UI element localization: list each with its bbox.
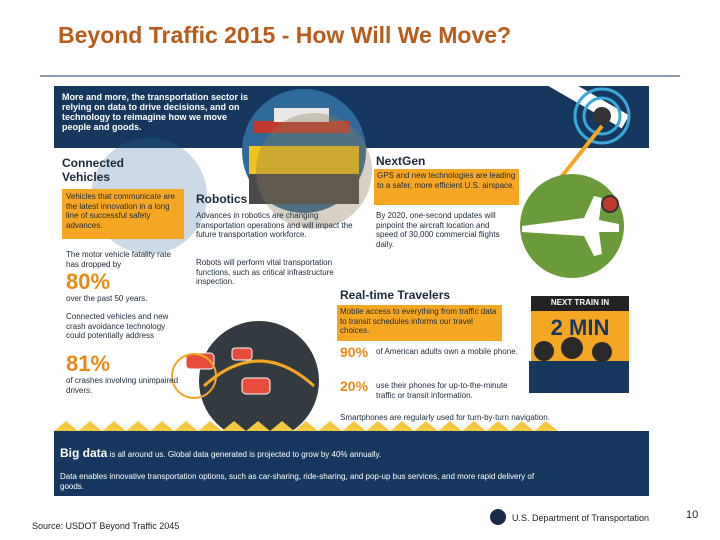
traffic-info-text: use their phones for up-to-the-minute traffic or transit information.	[376, 381, 508, 400]
big-data-text: is all around us. Global data generated is projected to grow by 40% annually.	[109, 450, 382, 459]
satellite-icon	[544, 86, 630, 143]
crash-stat: 81%	[66, 351, 111, 376]
big-data-section	[60, 448, 530, 460]
infographic	[54, 86, 649, 496]
train-sign-time: 2 MIN	[550, 315, 610, 340]
traffic-info-stat: 20%	[340, 378, 369, 394]
crash-caption: of crashes involving unimpaired drivers.	[66, 376, 179, 395]
page-number: 10	[686, 509, 699, 521]
robotics-text-1: Advances in robotics are changing transportation operations and will impact the future transportation workforce.	[196, 211, 353, 239]
dot-logo-icon	[490, 509, 506, 525]
big-data-pattern	[54, 421, 558, 431]
realtime-heading: Real-time Travelers	[340, 288, 451, 302]
connected-vehicles-heading: Connected Vehicles	[62, 156, 125, 184]
slide-title: Beyond Traffic 2015 - How Will We Move?	[58, 22, 512, 48]
crash-avoidance-text: Connected vehicles and new crash avoidance technology could potentially address	[66, 312, 169, 340]
travelers-illustration	[529, 361, 629, 393]
train-sign-header: NEXT TRAIN IN	[550, 298, 610, 307]
fatality-caption: over the past 50 years.	[66, 294, 148, 303]
phone-owner-text: of American adults own a mobile phone.	[376, 347, 518, 356]
realtime-callout: Mobile access to everything from traffic data to transit schedules informs our travel choices.	[340, 307, 497, 335]
nextgen-callout: GPS and new technologies are leading to a safer, more efficient U.S. airspace.	[377, 171, 516, 190]
phone-owner-stat: 90%	[340, 344, 369, 360]
big-data-heading: Big data	[60, 446, 108, 460]
navigation-text: Smartphones are regularly used for turn-by-turn navigation.	[340, 413, 550, 422]
title-divider	[40, 75, 680, 77]
nextgen-heading: NextGen	[376, 154, 426, 168]
intro-text: More and more, the transportation sector is relying on data to drive decisions, and on technology to reimagine how we move people and goods.	[62, 92, 249, 132]
big-data-text-2: Data enables innovative transportation options, such as car-sharing, ride-sharing, and pop-up bus services, and more rapid delivery of goods.	[60, 472, 535, 491]
nextgen-text: By 2020, one-second updates will pinpoint the aircraft location and speed of 30,000 commercial flights daily.	[376, 211, 500, 249]
fatality-text: The motor vehicle fatality rate has dropped by	[66, 250, 171, 269]
connected-vehicles-callout: Vehicles that communicate are the latest innovation in a long line of successful safety advances.	[66, 192, 175, 230]
fatality-stat: 80%	[66, 269, 111, 294]
robotics-text-2: Robots will perform vital transportation functions, such as critical infrastructure inspection.	[196, 258, 334, 286]
robotics-heading: Robotics	[196, 192, 248, 206]
source-note: Source: USDOT Beyond Traffic 2045	[32, 521, 180, 531]
department-name: U.S. Department of Transportation	[512, 513, 650, 523]
